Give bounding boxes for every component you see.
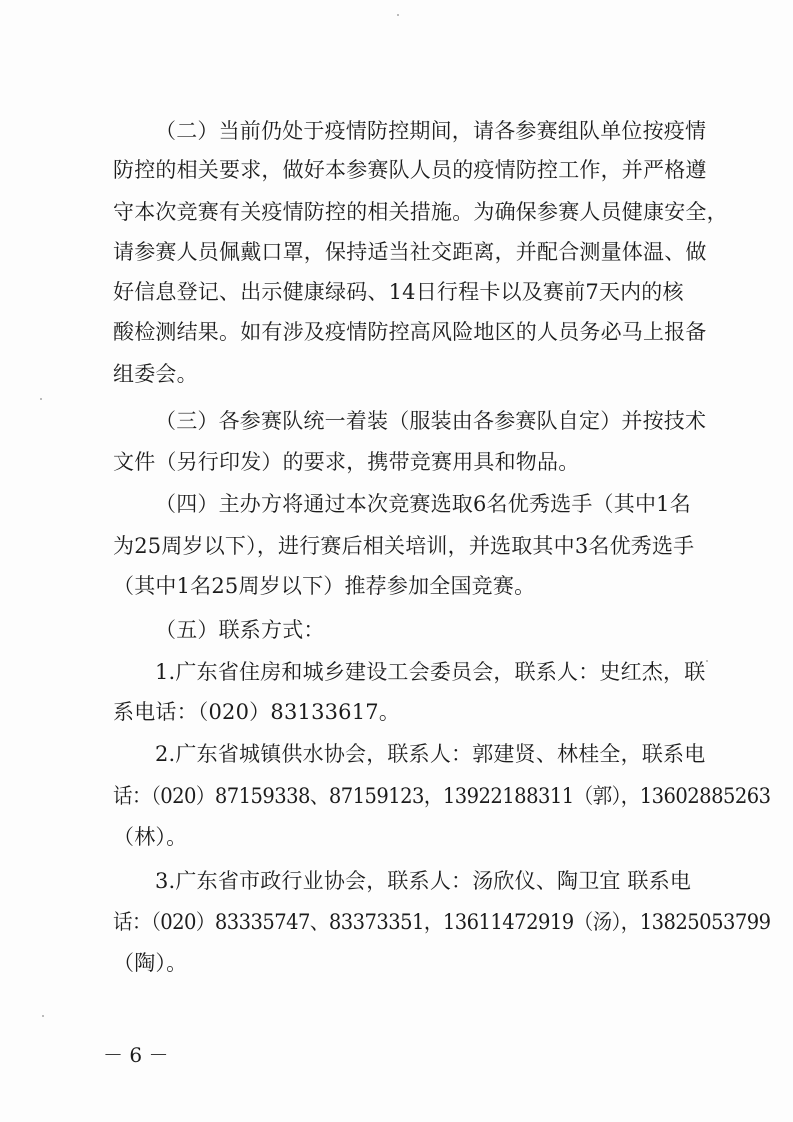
page-number: － 6 － [103, 1043, 169, 1067]
scan-speck [706, 660, 708, 662]
paragraph-2-line-7: 组委会。 [113, 362, 198, 386]
paragraph-2-line-6: 酸检测结果。如有涉及疫情防控高风险地区的人员务必马上报备 [113, 320, 707, 344]
paragraph-3-line-2: 文件（另行印发）的要求，携带竞赛用具和物品。 [113, 450, 580, 474]
scan-speck [42, 1015, 44, 1017]
paragraph-3-line-1: （三）各参赛队统一着装（服装由各参赛队自定）并按技术 [155, 409, 707, 433]
paragraph-2-line-4: 请参赛人员佩戴口罩，保持适当社交距离，并配合测量体温、做 [113, 240, 707, 264]
contact-2-line-2: 话：（020）87159338、87159123，13922188311（郭），13602885263 [113, 784, 771, 808]
contact-1-line-1: 1.广东省住房和城乡建设工会委员会，联系人：史红杰，联 [155, 660, 706, 684]
paragraph-2-line-2: 防控的相关要求，做好本参赛队人员的疫情防控工作，并严格遵 [113, 158, 707, 182]
contact-2-line-3: （林）。 [113, 825, 188, 849]
contact-2-line-1: 2.广东省城镇供水协会，联系人：郭建贤、林桂全，联系电 [155, 742, 706, 766]
contact-3-line-3: （陶）。 [113, 951, 188, 975]
contact-1-line-2: 系电话：（020）83133617。 [113, 700, 401, 724]
paragraph-2-line-5: 好信息登记、出示健康绿码、14日行程卡以及赛前7天内的核 [113, 280, 684, 304]
paragraph-4-line-3: （其中1名25周岁以下）推荐参加全国竞赛。 [113, 574, 536, 598]
scan-speck [397, 14, 399, 16]
paragraph-5-heading: （五）联系方式： [155, 618, 325, 642]
contact-3-line-2: 话：（020）83335747、83373351，13611472919（汤），13825053799 [113, 910, 771, 934]
scan-speck [40, 398, 42, 400]
paragraph-4-line-1: （四）主办方将通过本次竞赛选取6名优秀选手（其中1名 [155, 492, 691, 516]
paragraph-2-line-3: 守本次竞赛有关疫情防控的相关措施。为确保参赛人员健康安全， [113, 200, 728, 224]
contact-3-line-1: 3.广东省市政行业协会，联系人：汤欣仪、陶卫宜 联系电 [155, 869, 692, 893]
paragraph-2-line-1: （二）当前仍处于疫情防控期间，请各参赛组队单位按疫情 [155, 119, 707, 143]
paragraph-4-line-2: 为25周岁以下），进行赛后相关培训，并选取其中3名优秀选手 [113, 534, 695, 558]
